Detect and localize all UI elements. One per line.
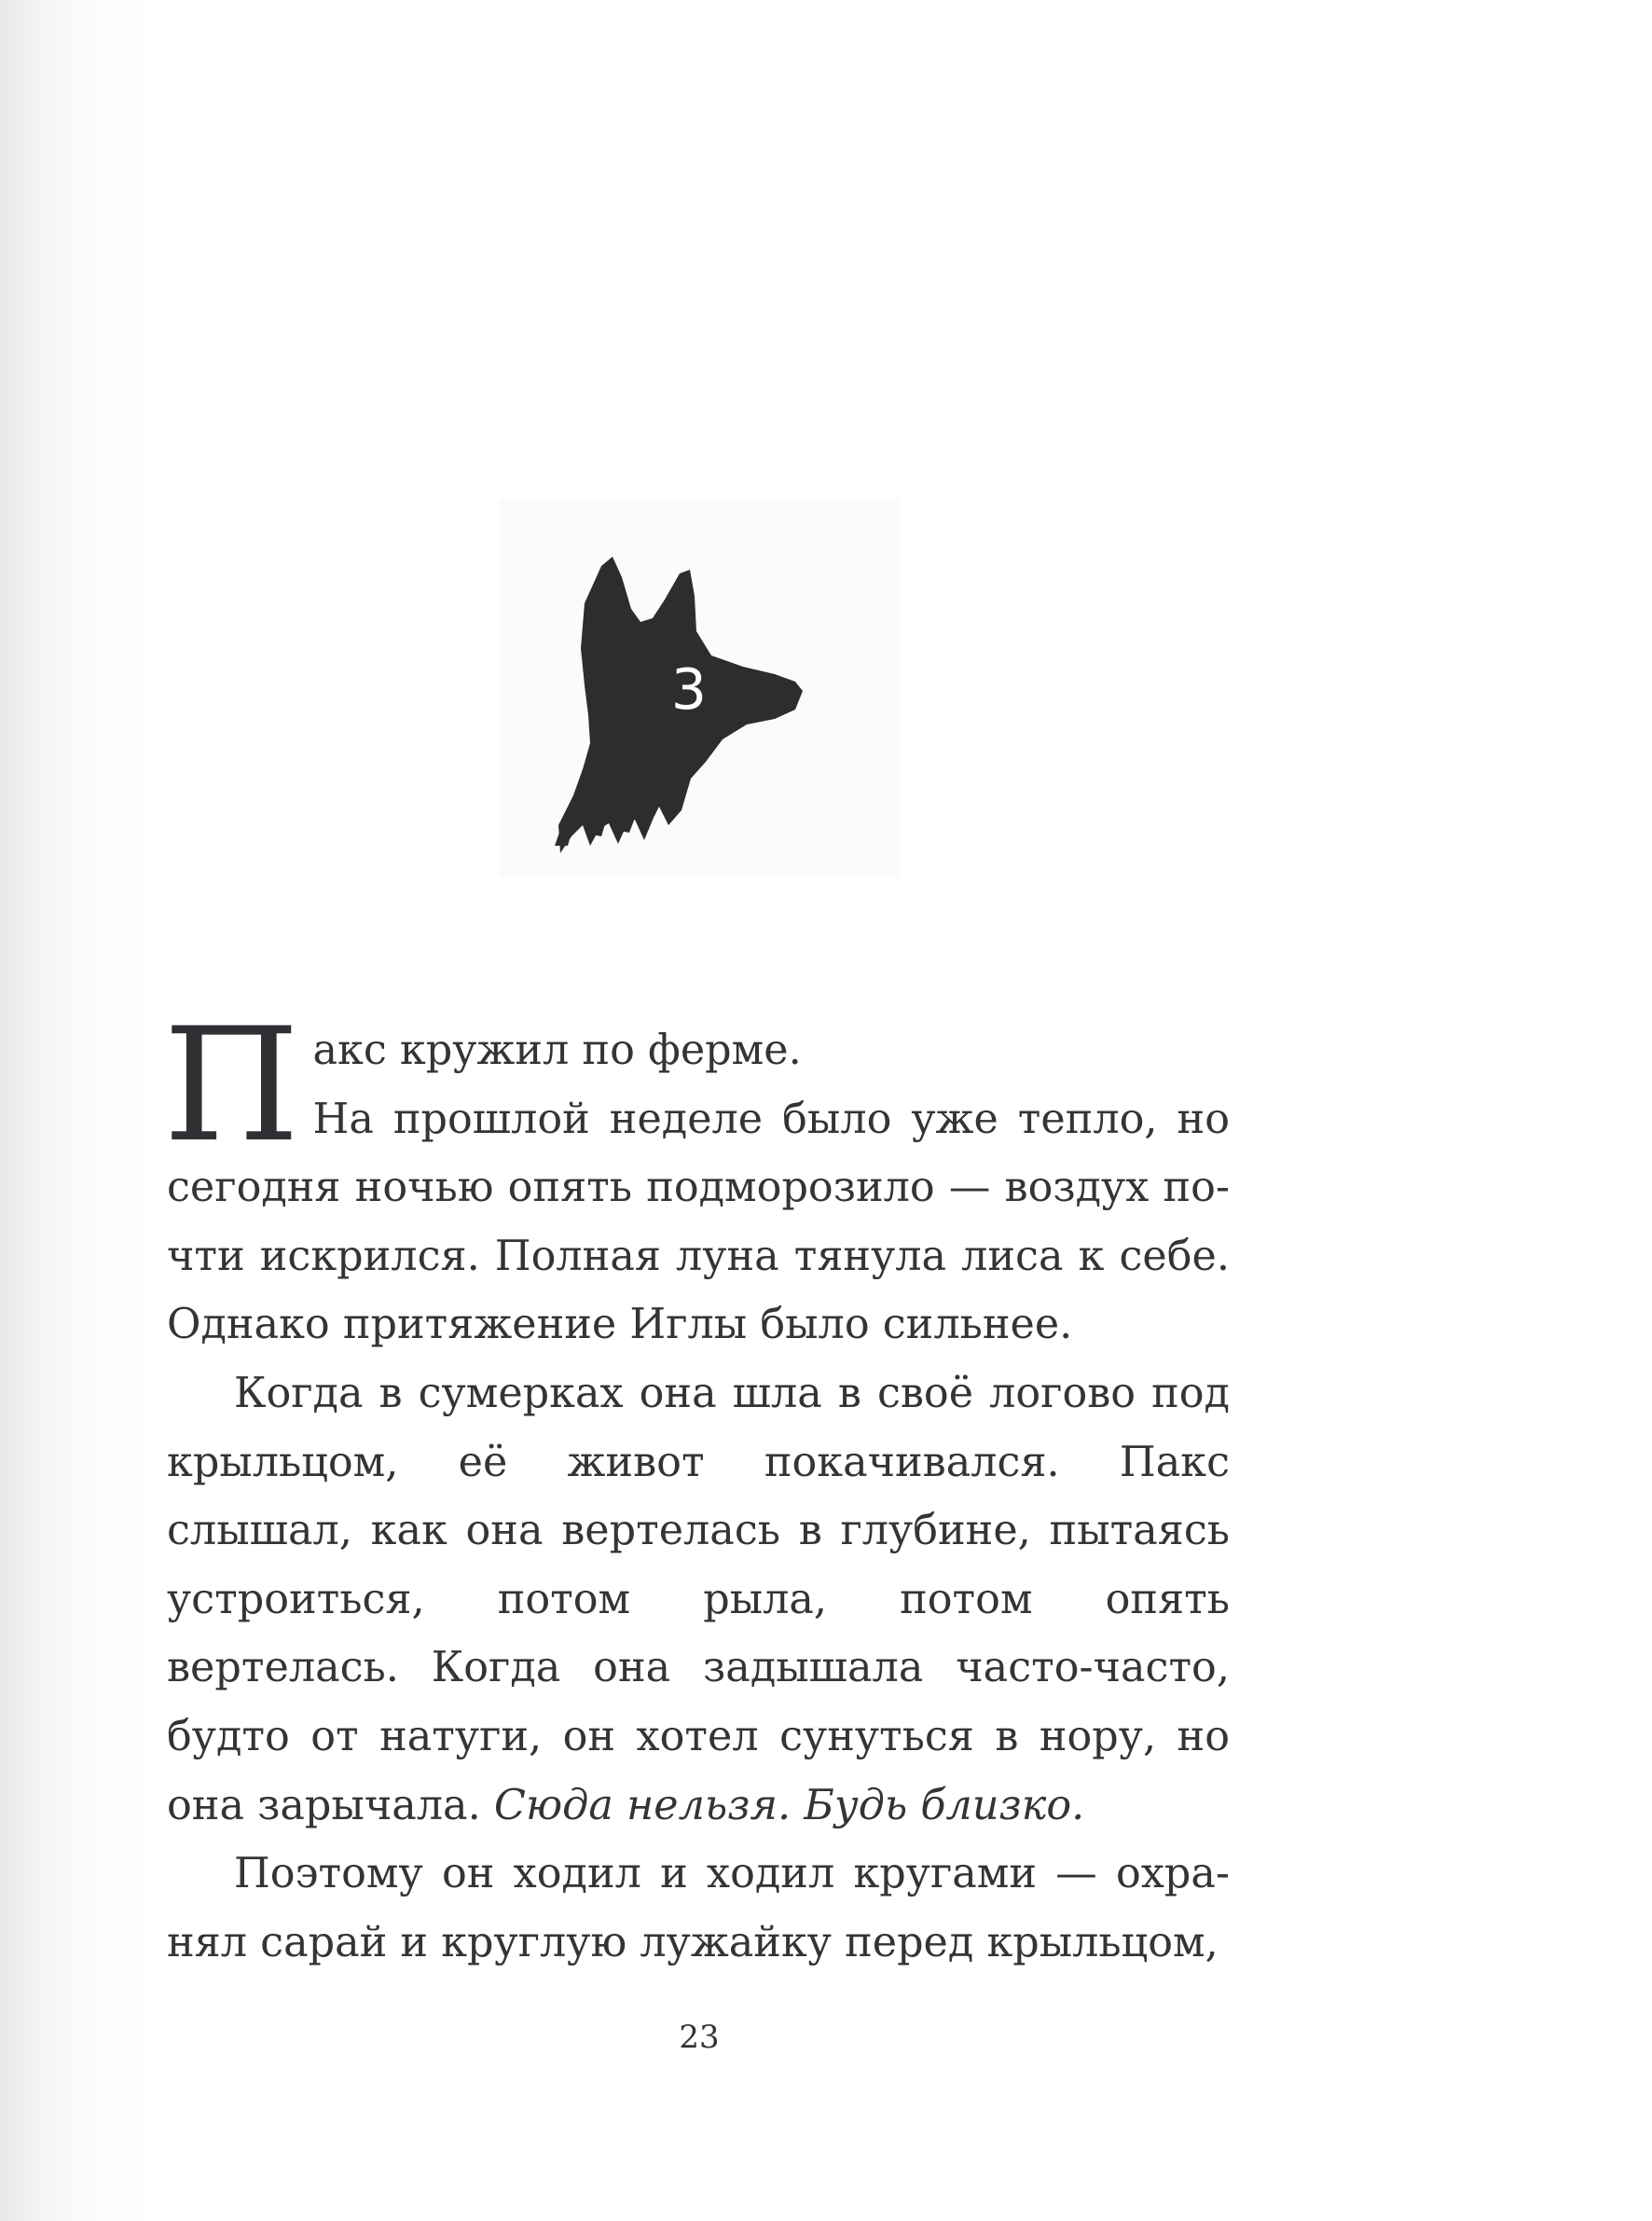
- italic-thought: Сюда нельзя. Будь близко.: [493, 1781, 1085, 1829]
- paragraph-1-text: На прошлой неделе было уже тепло, но сегодня ночью опять подморозило — воздух почти искрился. Полная луна тянула лиса к себе. Однако притяжение Иглы было сильнее.: [167, 1095, 1230, 1349]
- drop-cap: П: [163, 994, 300, 1177]
- paragraph-1: [163, 994, 1230, 1359]
- page-number: 23: [679, 2019, 720, 2056]
- chapter-heading: [499, 499, 900, 876]
- body-text: [163, 994, 1230, 1977]
- chapter-number: 3: [670, 657, 708, 723]
- paragraph-3-text: Поэтому он ходил и ходил кругами — охранял сарай и круглую лужайку перед крыльцом,: [167, 1850, 1230, 1966]
- first-line: акс кружил по ферме.: [312, 1027, 802, 1074]
- paragraph-2: [167, 1359, 1230, 1840]
- paragraph-3: [167, 1840, 1230, 1977]
- paragraph-2-text: Когда в сумерках она шла в своё логово под крыльцом, её живот покачивался. Пакс слышал, как она вертелась в глубине, пытаясь устроиться, потом рыла, потом опять вертелась. Когда она задышала часто-часто, будто от натуги, он хотел сунуться в нору, но она зарычала.: [167, 1369, 1230, 1829]
